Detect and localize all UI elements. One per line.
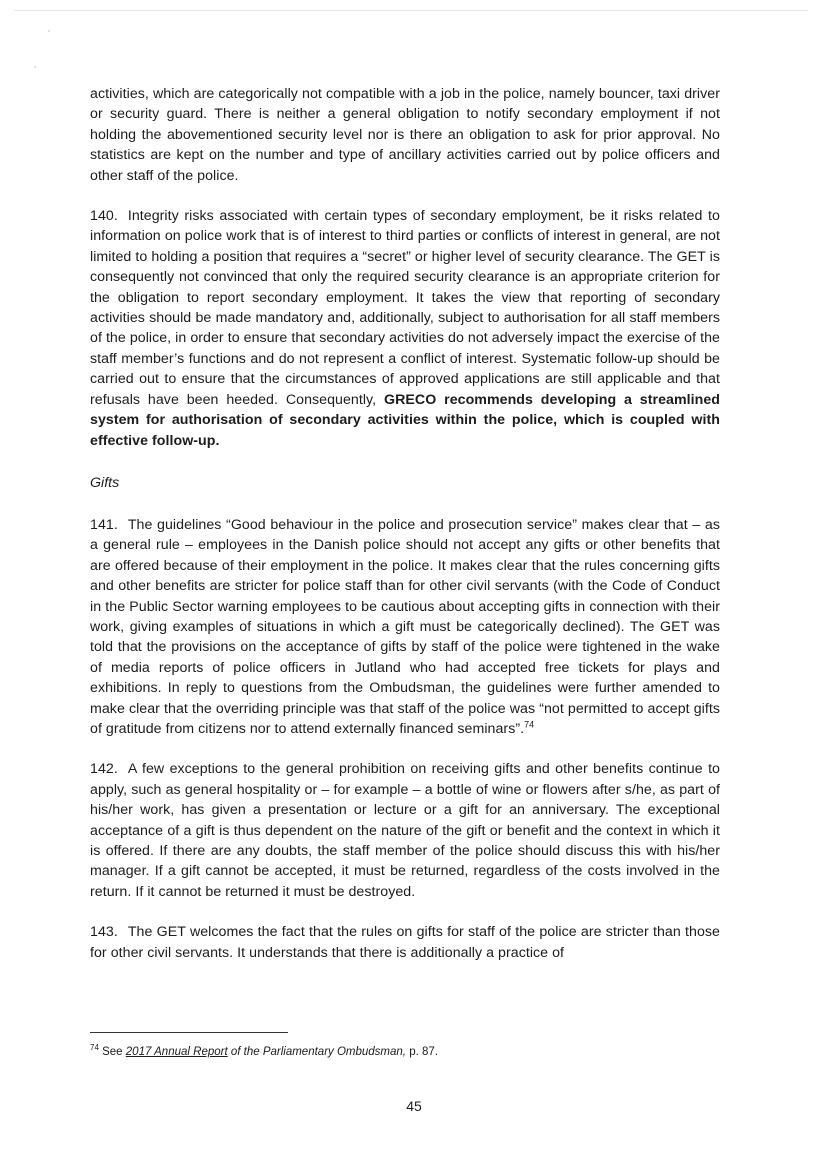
paragraph-continuation bbox=[90, 84, 720, 186]
scan-speck bbox=[34, 66, 36, 68]
paragraph-text: Integrity risks associated with certain types of secondary employment, be it risks related to information on police work that is of interest to third parties or conflicts of interest in general, are not limited to holding a position that requires a “secret” or higher level of security clearance. The GET is consequently not convinced that only the required security clearance is an appropriate criterion for the obligation to report secondary employment. It takes the view that reporting of secondary activities should be made mandatory and, additionally, subject to authorisation for all staff members of the police, in order to ensure that secondary activities do not adversely impact the exercise of the staff member’s functions and do not represent a conflict of interest. Systematic follow-up should be carried out to ensure that the circumstances of approved applications are still applicable and that refusals have been heeded. Consequently, bbox=[90, 208, 720, 408]
paragraph-142 bbox=[90, 759, 720, 902]
footnote-report-link[interactable]: 2017 Annual Report bbox=[125, 1046, 228, 1058]
footnote-reference[interactable]: 74 bbox=[524, 719, 535, 730]
page-body bbox=[90, 84, 720, 963]
footnote-74 bbox=[90, 1044, 438, 1060]
paragraph-text: A few exceptions to the general prohibition on receiving gifts and other benefits continue to apply, such as general hospitality or – for example – a bottle of wine or flowers after s/he, as part of his/her work, has given a presentation or lecture or a gift for an anniversary. The exceptional acceptance of a gift is thus dependent on the nature of the gift or benefit and the context in which it is offered. If there are any doubts, the staff member of the police should discuss this with his/her manager. If a gift cannot be accepted, it must be returned, regardless of the costs involved in the return. If it cannot be returned it must be destroyed. bbox=[90, 761, 720, 900]
footnote-prefix: See bbox=[102, 1046, 123, 1058]
paragraph-number: 143. bbox=[90, 924, 118, 941]
paragraph-text: activities, which are categorically not compatible with a job in the police, namely bouncer, taxi driver or security guard. There is neither a general obligation to notify secondary employment if not holding the abovementioned security level nor is there an obligation to ask for prior approval. No statistics are kept on the number and type of ancillary activities carried out by police officers and other staff of the police. bbox=[90, 86, 720, 184]
paragraph-text: The GET welcomes the fact that the rules on gifts for staff of the police are stricter than those for other civil servants. It understands that there is additionally a practice of bbox=[90, 924, 720, 961]
footnote-page: p. 87. bbox=[409, 1046, 438, 1058]
footnote-separator bbox=[90, 1032, 288, 1033]
paragraph-number: 142. bbox=[90, 761, 118, 778]
section-heading-gifts: Gifts bbox=[90, 474, 120, 491]
recommendation-text: GRECO recommends developing a streamlined system for authorisation of secondary activities within the police, which is coupled with effective follow-up. bbox=[90, 391, 720, 449]
paragraph-number: 140. bbox=[90, 208, 118, 225]
paragraph-140 bbox=[90, 206, 720, 451]
paragraph-143 bbox=[90, 922, 720, 963]
paragraph-text: The guidelines “Good behaviour in the police and prosecution service” makes clear that – as a general rule – employees in the Danish police should not accept any gifts or other benefits that are offered because of their employment in the police. It makes clear that the rules concerning gifts and other benefits are stricter for police staff than for other civil servants (with the Code of Conduct in the Public Sector warning employees to be cautious about accepting gifts in connection with their work, giving examples of situations in which a gift must be categorically declined). The GET was told that the provisions on the acceptance of gifts by staff of the police were tightened in the wake of media reports of police officers in Jutland who had accepted free tickets for plays and exhibitions. In reply to questions from the Ombudsman, the guidelines were further amended to make clear that the overriding principle was that staff of the police was “not permitted to accept gifts of gratitude from citizens nor to attend externally financed seminars”. bbox=[90, 516, 720, 737]
paragraph-141 bbox=[90, 515, 720, 739]
scan-speck bbox=[48, 30, 50, 32]
footnote-mark: 74 bbox=[90, 1043, 99, 1053]
page-number: 45 bbox=[406, 1098, 422, 1114]
paragraph-number: 141. bbox=[90, 516, 118, 533]
page-top-rule bbox=[14, 10, 808, 11]
footnote-source: of the Parliamentary Ombudsman, bbox=[230, 1046, 406, 1058]
